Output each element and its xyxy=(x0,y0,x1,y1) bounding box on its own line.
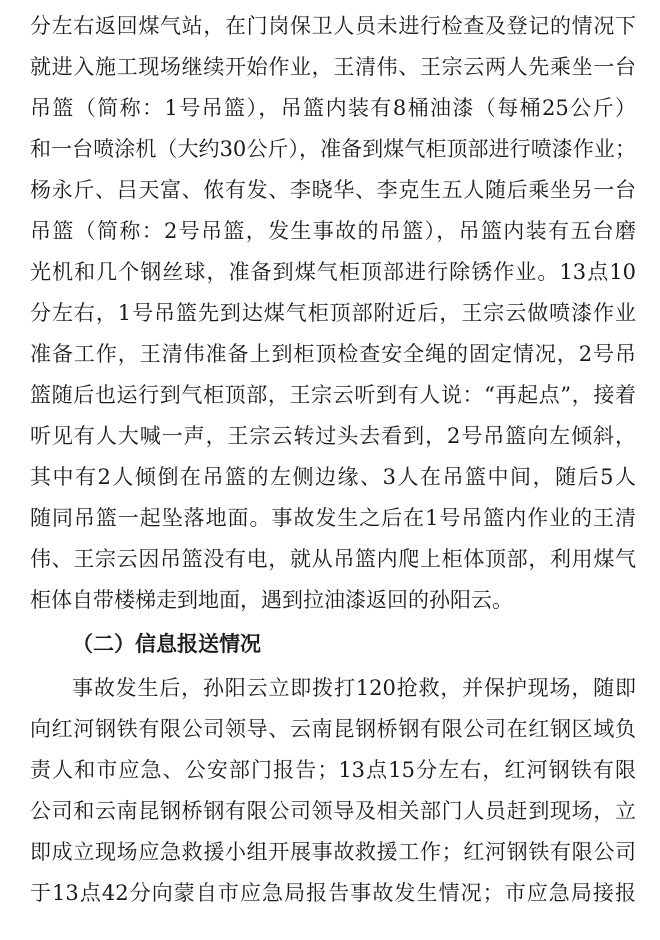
text-line: 篮随后也运行到气柜顶部，王宗云听到有人说：“再起点”，接着 xyxy=(30,383,636,407)
text-line: 吊篮（简称：1号吊篮），吊篮内装有8桶油漆（每桶25公斤） xyxy=(30,96,636,120)
text-line: 光机和几个钢丝球，准备到煤气柜顶部进行除锈作业。13点10 xyxy=(30,260,636,284)
text-line: 随同吊篮一起坠落地面。事故发生之后在1号吊篮内作业的王清 xyxy=(30,506,636,530)
section-heading: （二）信息报送情况 xyxy=(72,632,261,656)
text-line: 责人和市应急、公安部门报告；13点15分左右，红河钢铁有限 xyxy=(30,758,636,782)
text-line: 其中有2人倾倒在吊篮的左侧边缘、3人在吊篮中间，随后5人 xyxy=(30,465,636,489)
text-line: 听见有人大喊一声，王宗云转过头去看到，2号吊篮向左倾斜， xyxy=(30,424,636,448)
text-line: 和一台喷涂机（大约30公斤），准备到煤气柜顶部进行喷漆作业； xyxy=(30,137,636,161)
text-line: 伟、王宗云因吊篮没有电，就从吊篮内爬上柜体顶部，利用煤气 xyxy=(30,547,636,571)
text-line: 准备工作，王清伟准备上到柜顶检查安全绳的固定情况，2号吊 xyxy=(30,342,636,366)
text-line: 分左右返回煤气站，在门岗保卫人员未进行检查及登记的情况下 xyxy=(30,14,636,38)
text-line: 就进入施工现场继续开始作业，王清伟、王宗云两人先乘坐一台 xyxy=(30,55,636,79)
text-line: 事故发生后，孙阳云立即拨打120抢救，并保护现场，随即 xyxy=(72,676,636,700)
text-line: 公司和云南昆钢桥钢有限公司领导及相关部门人员赶到现场，立 xyxy=(30,799,636,823)
text-line: 柜体自带楼梯走到地面，遇到拉油漆返回的孙阳云。 xyxy=(30,588,513,612)
text-line: 于13点42分向蒙自市应急局报告事故发生情况；市应急局接报 xyxy=(30,881,636,905)
text-line: 吊篮（简称：2号吊篮，发生事故的吊篮），吊篮内装有五台磨 xyxy=(30,219,636,243)
text-line: 即成立现场应急救援小组开展事故救援工作；红河钢铁有限公司 xyxy=(30,840,636,864)
text-line: 向红河钢铁有限公司领导、云南昆钢桥钢有限公司在红钢区域负 xyxy=(30,717,636,741)
text-line: 杨永斤、吕天富、侬有发、李晓华、李克生五人随后乘坐另一台 xyxy=(30,178,636,202)
text-line: 分左右，1号吊篮先到达煤气柜顶部附近后，王宗云做喷漆作业 xyxy=(30,301,636,325)
